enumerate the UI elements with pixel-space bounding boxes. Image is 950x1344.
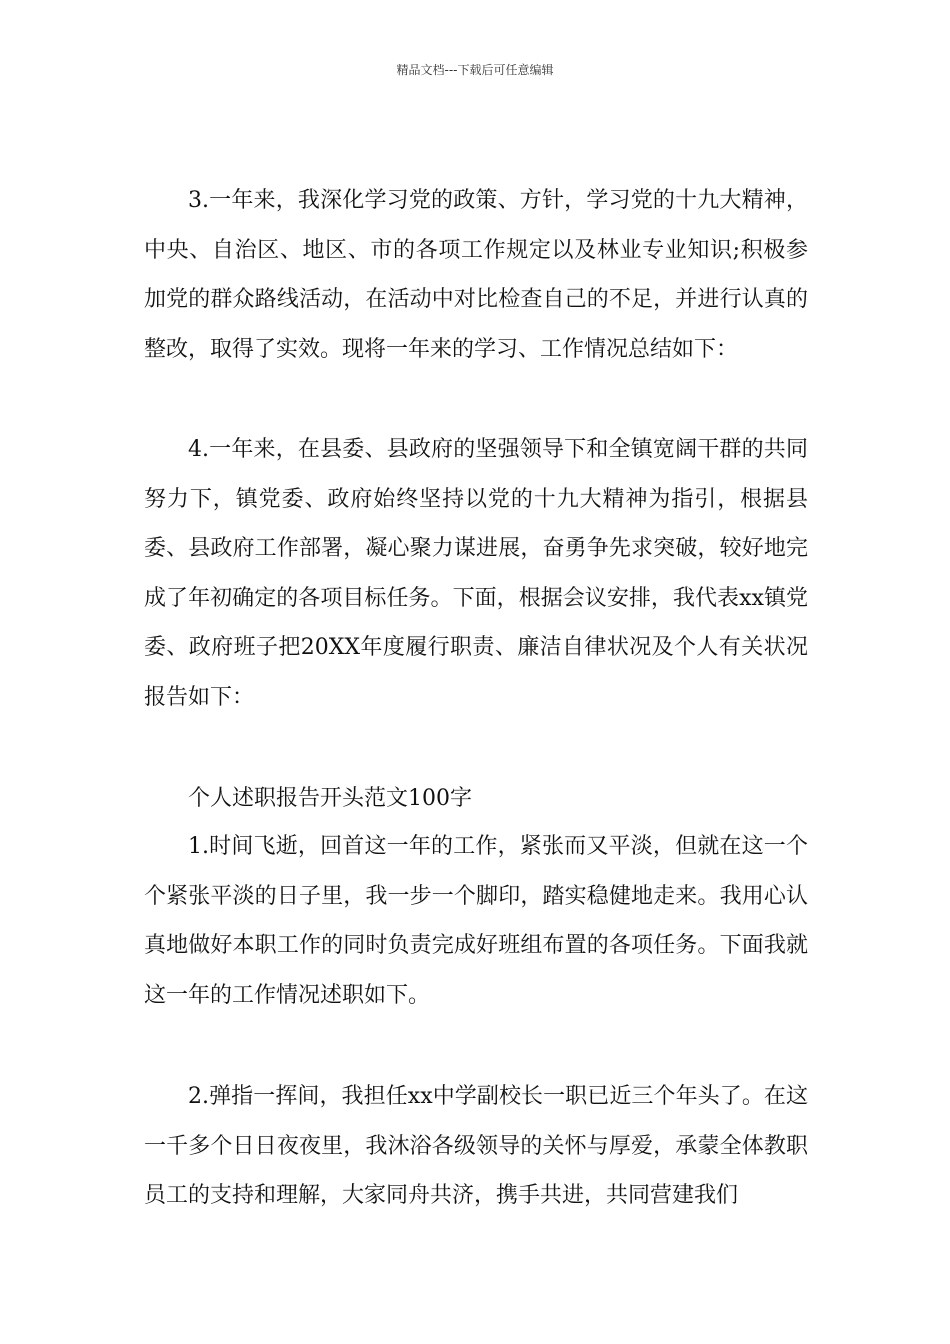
paragraph-2: 2.弹指一挥间，我担任xx中学副校长一职已近三个年头了。在这一千多个日日夜夜里，我沐浴各级领导的关怀与厚爱，承蒙全体教职员工的支持和理解，大家同舟共济，携手共进，共同营建我们	[144, 1084, 808, 1208]
page-header: 精品文档---下载后可任意编辑	[396, 63, 554, 77]
paragraph-1: 1.时间飞逝，回首这一年的工作，紧张而又平淡，但就在这一个个紧张平淡的日子里，我一步一个脚印，踏实稳健地走来。我用心认真地做好本职工作的同时负责完成好班组布置的各项任务。下面我就这一年的工作情况述职如下。	[144, 834, 808, 1008]
section-heading: 个人述职报告开头范文100字	[188, 786, 472, 811]
paragraph-3: 3.一年来，我深化学习党的政策、方针，学习党的十九大精神，中央、自治区、地区、市的各项工作规定以及林业专业知识;积极参加党的群众路线活动，在活动中对比检查自己的不足，并进行认真的整改，取得了实效。现将一年来的学习、工作情况总结如下：	[144, 188, 808, 362]
paragraph-4: 4.一年来，在县委、县政府的坚强领导下和全镇宽阔干群的共同努力下，镇党委、政府始终坚持以党的十九大精神为指引，根据县委、县政府工作部署，凝心聚力谋进展，奋勇争先求突破，较好地完成了年初确定的各项目标任务。下面，根据会议安排，我代表xx镇党委、政府班子把20XX年度履行职责、廉洁自律状况及个人有关状况报告如下：	[144, 437, 808, 710]
